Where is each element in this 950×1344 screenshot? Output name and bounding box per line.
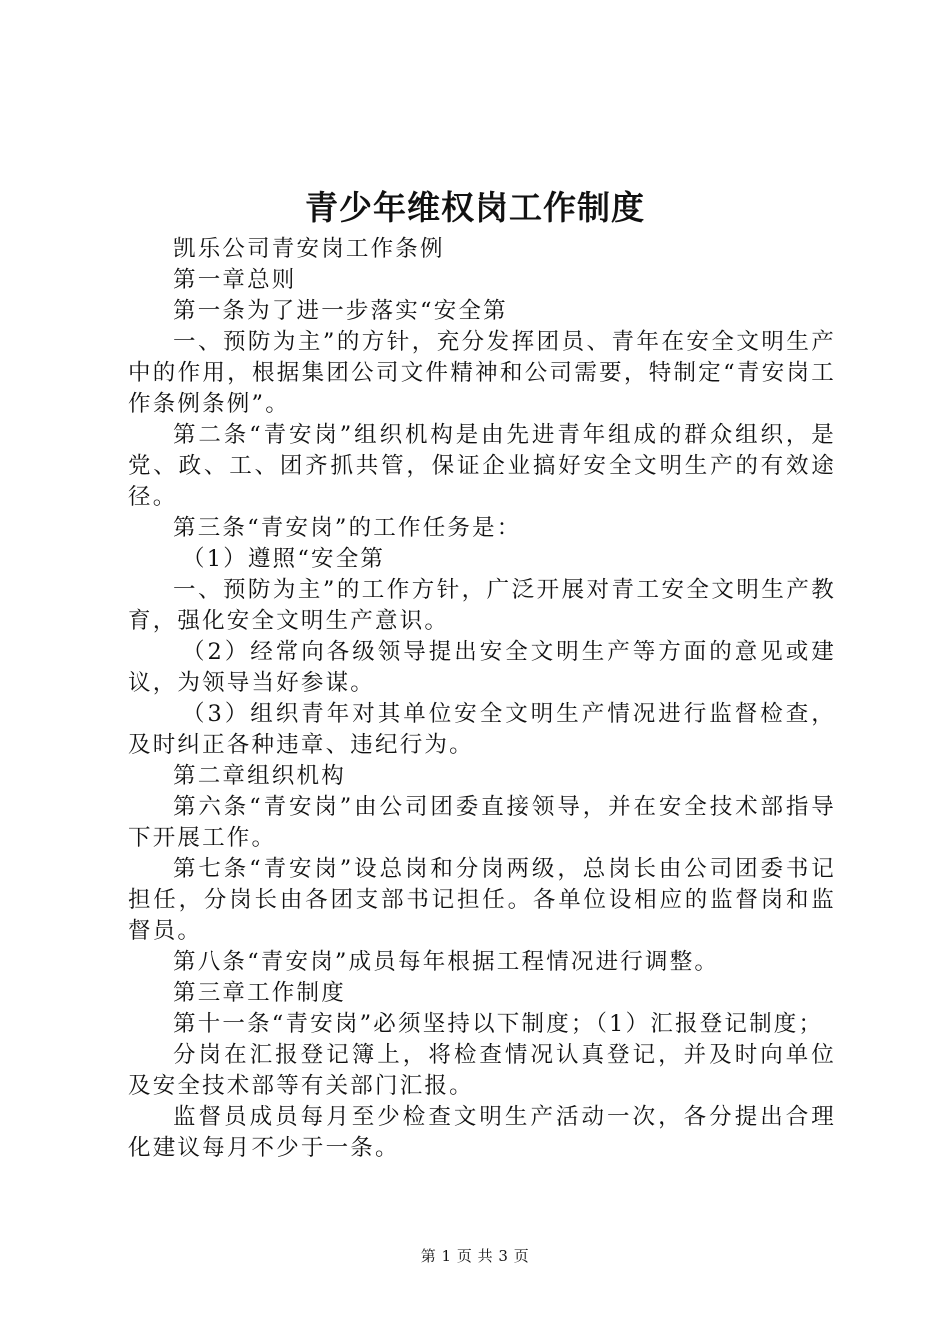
paragraph: 监督员成员每月至少检查文明生产活动一次，各分提出合理化建议每月不少于一条。	[128, 1104, 836, 1161]
paragraph: 凯乐公司青安岗工作条例	[173, 236, 445, 262]
chapter-heading: 第三章工作制度	[173, 980, 346, 1006]
paragraph: 一、预防为主”的方针，充分发挥团员、青年在安全文明生产中的作用，根据集团公司文件精神和公司需要，特制定“青安岗工作条例条例”。	[128, 329, 836, 417]
paragraph: （1）遵照“安全第	[182, 546, 386, 572]
paragraph: 第一条为了进一步落实“安全第	[173, 298, 508, 324]
paragraph: （2）经常向各级领导提出安全文明生产等方面的意见或建议，为领导当好参谋。	[128, 639, 836, 696]
paragraph: 第二条“青安岗”组织机构是由先进青年组成的群众组织，是党、政、工、团齐抓共管，保证企业搞好安全文明生产的有效途径。	[128, 422, 836, 510]
paragraph: 第六条“青安岗”由公司团委直接领导，并在安全技术部指导下开展工作。	[128, 794, 836, 851]
chapter-heading: 第一章总则	[173, 267, 297, 293]
paragraph: 分岗在汇报登记簿上，将检查情况认真登记，并及时向单位及安全技术部等有关部门汇报。	[128, 1042, 836, 1099]
page-number-footer: 第 1 页 共 3 页	[420, 1247, 530, 1265]
paragraph: 一、预防为主”的工作方针，广泛开展对青工安全文明生产教育，强化安全文明生产意识。	[128, 577, 836, 634]
document-body	[128, 234, 836, 1164]
paragraph: 第三条“青安岗”的工作任务是：	[173, 515, 522, 541]
paragraph: 第八条“青安岗”成员每年根据工程情况进行调整。	[173, 949, 720, 975]
paragraph: 第七条“青安岗”设总岗和分岗两级，总岗长由公司团委书记担任，分岗长由各团支部书记担任。各单位设相应的监督岗和监督员。	[128, 856, 836, 944]
chapter-heading: 第二章组织机构	[173, 763, 346, 789]
paragraph: （3）组织青年对其单位安全文明生产情况进行监督检查，及时纠正各种违章、违纪行为。	[128, 701, 836, 758]
document-title: 青少年维权岗工作制度	[305, 188, 645, 227]
paragraph: 第十一条“青安岗”必须坚持以下制度；（1）汇报登记制度；	[173, 1011, 824, 1037]
